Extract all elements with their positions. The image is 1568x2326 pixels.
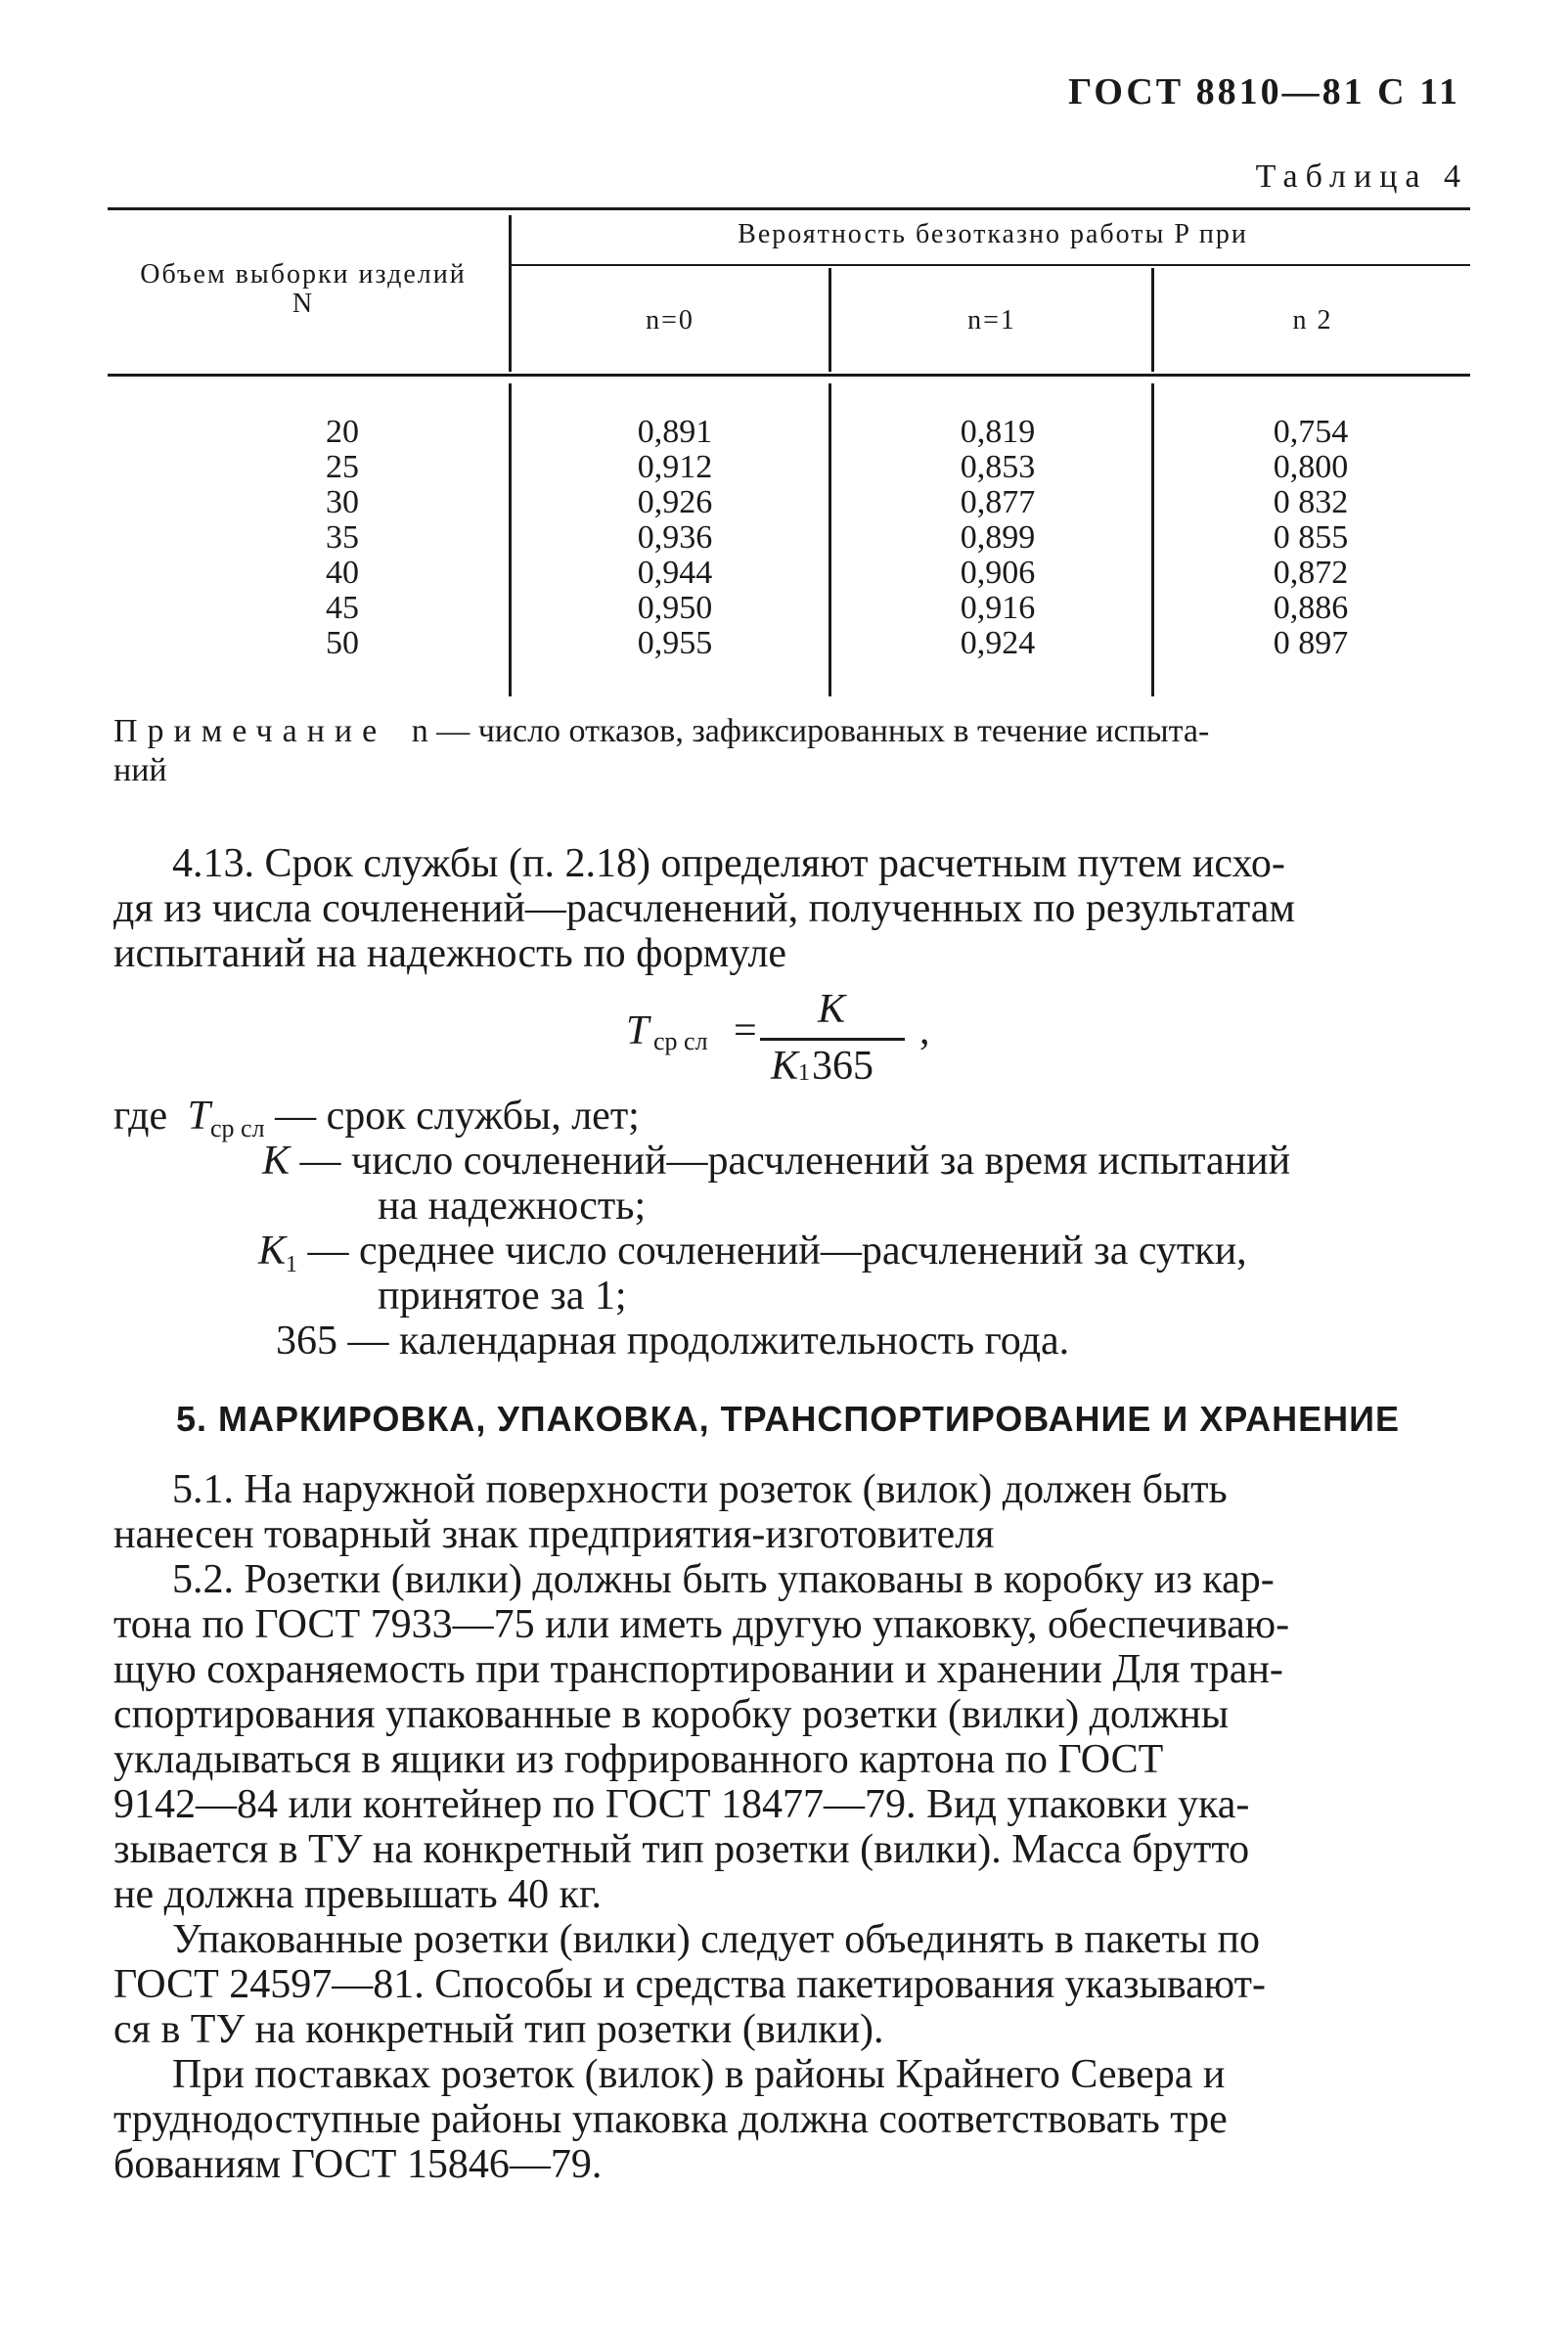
paragraph-line: ГОСТ 24597—81. Способы и средства пакетирования указывают- (113, 1962, 1266, 2007)
table-cell: 0,819 (960, 414, 1036, 450)
formula-denominator: K (771, 1044, 799, 1089)
definition-365 (276, 1319, 1069, 1364)
paragraph-4-13 (113, 841, 1469, 976)
group-header-rule (511, 264, 1470, 266)
table-cell: 0,800 (1273, 449, 1349, 485)
table-cell: 0,853 (960, 449, 1036, 485)
body-divider-3 (1151, 383, 1154, 696)
formula-equals: = (734, 1008, 757, 1053)
def-k-desc-line2: на надежность; (378, 1184, 647, 1229)
table-cell: 0,944 (637, 555, 713, 591)
note-text-line1: n — число отказов, зафиксированных в течение испыта- (411, 713, 1210, 749)
paragraph-line: труднодоступные районы упаковка должна соответствовать тре (113, 2097, 1228, 2142)
def-k1-desc-line2: принятое за 1; (378, 1274, 627, 1319)
column-header-n2: n 2 (1292, 305, 1333, 335)
fraction-bar (760, 1038, 905, 1041)
paragraph-5-1 (113, 1467, 1469, 1557)
table-cell: 0,906 (960, 555, 1036, 591)
formula-denominator-tail: 365 (812, 1044, 874, 1089)
paragraph-line: тона по ГОСТ 7933—75 или иметь другую упаковку, обеспечиваю- (113, 1602, 1290, 1647)
def-k-desc-line1: — число сочленений—расчленений за время испытаний (299, 1139, 1291, 1184)
table-cell: 0,916 (960, 590, 1036, 626)
formula-comma: , (919, 1008, 930, 1053)
table-cell: 45 (326, 590, 359, 626)
def-k1-desc-line1: — среднее число сочленений—расчленений за сутки, (307, 1229, 1247, 1274)
table-cell: 0,886 (1273, 590, 1349, 626)
table-cell: 0,926 (637, 484, 713, 520)
table-cell: 0,891 (637, 414, 713, 450)
section-5-title: 5. МАРКИРОВКА, УПАКОВКА, ТРАНСПОРТИРОВАНИЕ И ХРАНЕНИЕ (176, 1399, 1400, 1439)
formula-numerator: K (818, 987, 846, 1032)
note-text-line2: ний (113, 752, 167, 788)
body-divider-1 (509, 383, 512, 696)
gost-page-header: ГОСТ 8810—81 С 11 (1068, 71, 1460, 112)
paragraph-line: спортирования упакованные в коробку розетки (вилки) должны (113, 1692, 1230, 1737)
table-top-rule (108, 207, 1470, 210)
header-divider-1 (509, 215, 512, 372)
table-cell: 0,899 (960, 519, 1036, 556)
table-cell: 25 (326, 449, 359, 485)
column-n2 (1232, 415, 1389, 661)
paragraph-line: 9142—84 или контейнер по ГОСТ 18477—79. Вид упаковки ука- (113, 1782, 1250, 1827)
def-t-subscript: ср сл (210, 1114, 265, 1142)
paragraph-line: зывается в ТУ на конкретный тип розетки (вилки). Масса брутто (113, 1827, 1250, 1872)
paragraph-line: нанесен товарный знак предприятия-изготовителя (113, 1512, 995, 1557)
def-k1-symbol: K (258, 1229, 287, 1274)
def-t-symbol: T (187, 1094, 211, 1139)
body-divider-2 (829, 383, 831, 696)
table-cell: 0,955 (637, 625, 713, 661)
def-365-symbol: 365 (276, 1319, 337, 1364)
table-cell: 0 832 (1273, 484, 1349, 520)
table-cell: 0,877 (960, 484, 1036, 520)
header-divider-2 (829, 268, 831, 372)
column-header-sample-size: Объем выборки изделий N (140, 259, 467, 319)
formula-lhs-subscript: ср сл (653, 1027, 708, 1055)
def-365-desc: — календарная продолжительность года. (347, 1319, 1070, 1364)
column-header-n0: n=0 (646, 305, 694, 335)
column-n0 (597, 415, 753, 661)
table-cell: 0 897 (1273, 625, 1349, 661)
definition-k (262, 1139, 1290, 1184)
def-k-symbol: K (262, 1139, 291, 1184)
table-cell: 50 (326, 625, 359, 661)
table-cell: 0,924 (960, 625, 1036, 661)
formula-lhs-symbol: T (626, 1008, 650, 1053)
paragraph-5-2-north (113, 2052, 1469, 2187)
table-cell: 30 (326, 484, 359, 520)
table-cell: 40 (326, 555, 359, 591)
def-k1-subscript: 1 (286, 1252, 298, 1277)
reliability-table (108, 207, 1470, 696)
paragraph-5-2-packets (113, 1917, 1469, 2052)
paragraph-line: ся в ТУ на конкретный тип розетки (вилки). (113, 2007, 884, 2052)
table-cell: 0,912 (637, 449, 713, 485)
table-cell: 0,872 (1273, 555, 1349, 591)
paragraph-line: щую сохраняемость при транспортировании и хранении Для тран- (113, 1647, 1283, 1692)
paragraph-line: испытаний на надежность по формуле (113, 931, 787, 976)
table-cell: 0,936 (637, 519, 713, 556)
table-cell: 0,950 (637, 590, 713, 626)
paragraph-line: дя из числа сочленений—расчленений, полученных по результатам (113, 886, 1295, 931)
table-cell: 0 855 (1273, 519, 1349, 556)
column-header-n1: n=1 (967, 305, 1016, 335)
paragraph-line: не должна превышать 40 кг. (113, 1872, 602, 1917)
where-word: где (113, 1094, 168, 1139)
header-divider-3 (1151, 268, 1154, 372)
table-cell: 35 (326, 519, 359, 556)
paragraph-5-2 (113, 1557, 1469, 1917)
column-sample-size (284, 415, 401, 661)
def-t-desc: — срок службы, лет; (275, 1094, 640, 1139)
table-cell: 20 (326, 414, 359, 450)
formula-denominator-subscript: 1 (798, 1060, 810, 1086)
table-caption: Таблица 4 (1255, 158, 1468, 195)
paragraph-line: бованиям ГОСТ 15846—79. (113, 2142, 603, 2187)
table-cell: 0,754 (1273, 414, 1349, 450)
column-group-header: Вероятность безотказно работы P при (738, 219, 1248, 249)
service-life-formula (626, 986, 998, 1089)
note-label: Примечание (113, 713, 387, 749)
table-note (113, 712, 1473, 790)
paragraph-line: Упакованные розетки (вилки) следует объединять в пакеты по (172, 1917, 1261, 1962)
paragraph-line: 5.2. Розетки (вилки) должны быть упакованы в коробку из кар- (172, 1557, 1275, 1602)
column-n1 (919, 415, 1076, 661)
paragraph-line: укладываться в ящики из гофрированного картона по ГОСТ (113, 1737, 1164, 1782)
paragraph-line: 4.13. Срок службы (п. 2.18) определяют расчетным путем исхо- (172, 841, 1285, 886)
paragraph-line: При поставках розеток (вилок) в районы Крайнего Севера и (172, 2052, 1226, 2097)
paragraph-line: 5.1. На наружной поверхности розеток (вилок) должен быть (172, 1467, 1228, 1512)
table-header-bottom-rule (108, 374, 1470, 377)
